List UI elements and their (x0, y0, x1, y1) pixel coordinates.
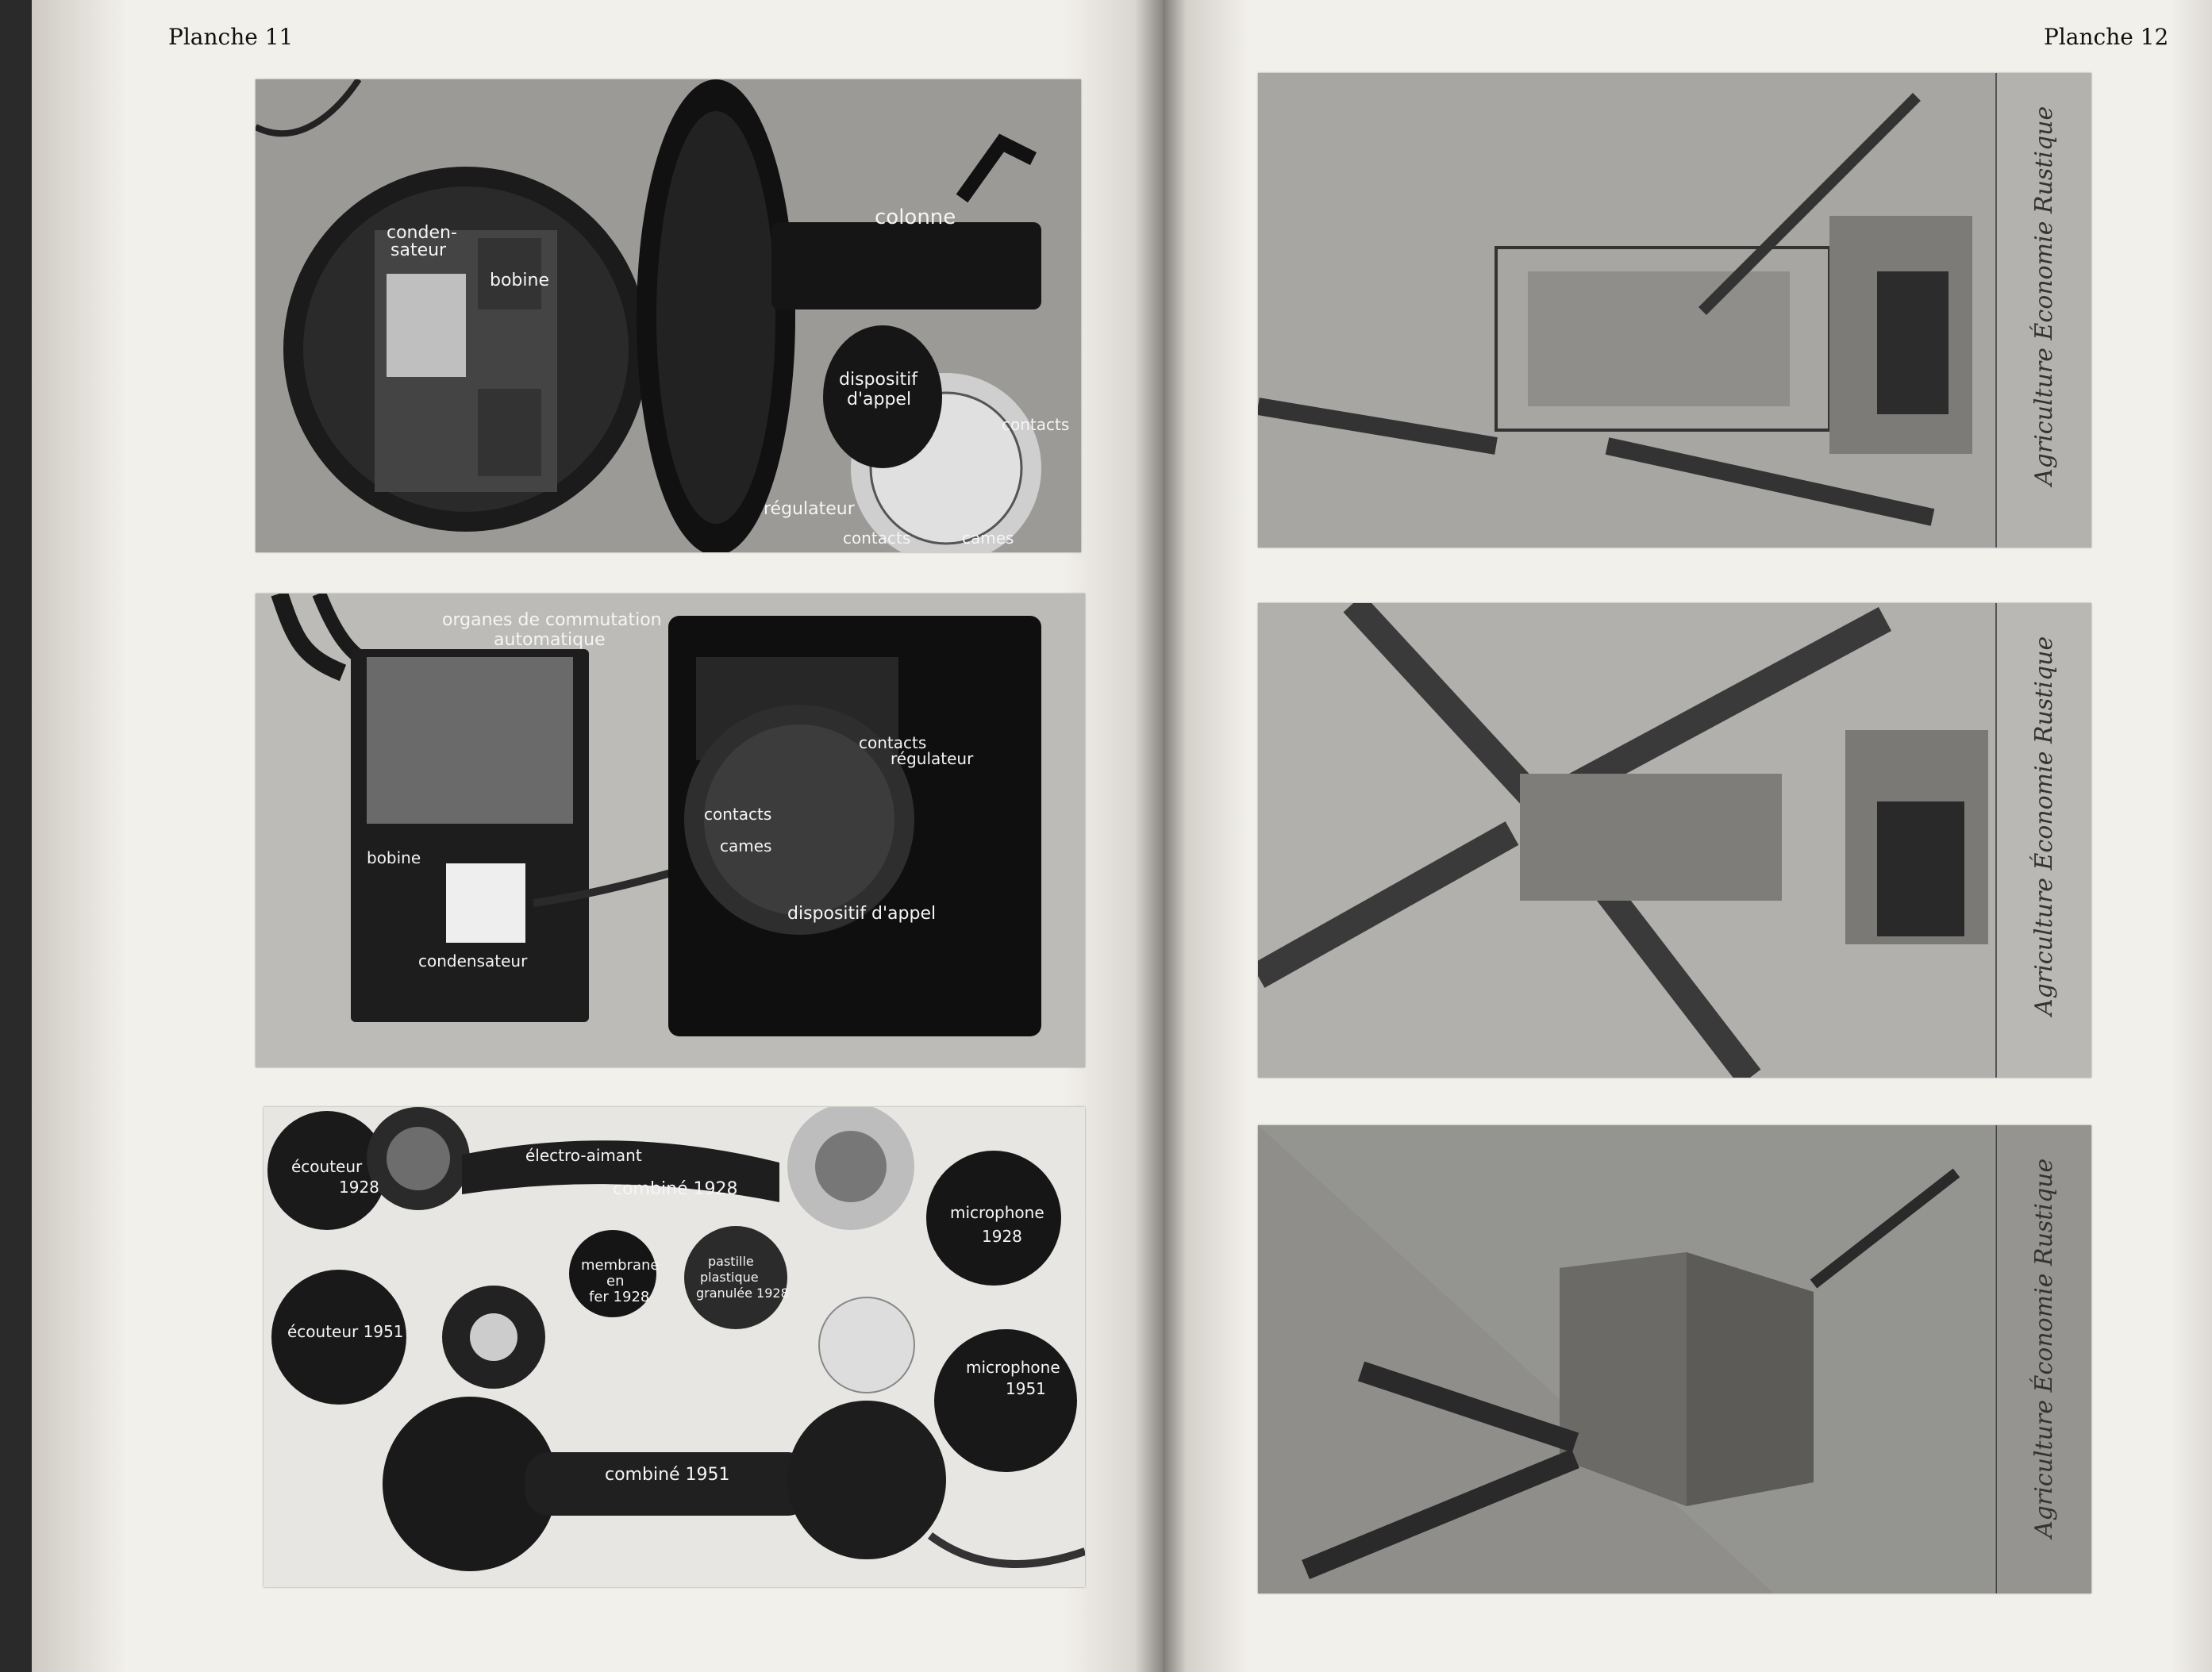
windmill-section-plate (1258, 73, 2091, 548)
label-condensateur-1: conden- (387, 223, 457, 243)
label-contacts-top: contacts (859, 733, 927, 752)
plate-label-right: Planche 12 (2044, 24, 2169, 50)
label-dispositif: dispositif (839, 370, 918, 390)
right-page (1163, 0, 2212, 1672)
label-plastique: plastique (700, 1270, 759, 1285)
label-regulateur-2: régulateur (891, 749, 974, 768)
label-bobine: bobine (490, 271, 549, 290)
label-contacts-2: contacts (843, 529, 911, 548)
label-condensateur: condensateur (418, 951, 528, 971)
label-ecouteur-1928: écouteur (291, 1157, 363, 1176)
label-dappel: d'appel (847, 390, 912, 409)
label-contacts: contacts (1002, 415, 1070, 434)
label-microphone-1928: microphone (950, 1203, 1044, 1222)
label-microphone-year: 1928 (982, 1227, 1022, 1246)
label-dispositif-appel: dispositif d'appel (787, 904, 937, 924)
telephone-box-photo (256, 594, 1085, 1067)
label-bobine-2: bobine (367, 848, 421, 867)
label-combine-1951: combiné 1951 (605, 1465, 730, 1485)
label-fer-1928: fer 1928 (589, 1289, 650, 1305)
label-organes-commutation: organes de commutation (442, 610, 662, 630)
label-regulateur: régulateur (764, 499, 855, 519)
windmill-landscape-plate (1258, 1125, 2091, 1593)
windmill-section-drawing (1258, 73, 2091, 548)
label-automatique: automatique (494, 630, 606, 650)
plate-caption-3: Agriculture Économie Rustique (2030, 1158, 2058, 1538)
plate-caption-2: Agriculture Économie Rustique (2030, 636, 2058, 1016)
label-contacts-left: contacts (704, 805, 772, 824)
windmill-elevation-drawing (1258, 603, 2091, 1078)
label-electro-aimant: électro-aimant (525, 1146, 642, 1165)
label-en: en (606, 1273, 625, 1290)
label-combine-1928: combiné 1928 (613, 1179, 738, 1199)
label-ecouteur-year: 1928 (339, 1178, 379, 1197)
label-colonne: colonne (875, 206, 956, 229)
windmill-landscape-drawing (1258, 1125, 2091, 1593)
windmill-elevation-plate (1258, 603, 2091, 1078)
label-cames: cames (962, 529, 1014, 548)
label-cames-2: cames (720, 836, 772, 855)
telephone-box-drawing (256, 594, 1085, 1067)
left-page (32, 0, 1163, 1672)
label-pastille: pastille (708, 1254, 754, 1269)
label-condensateur-2: sateur (390, 240, 447, 260)
label-microphone-1951: microphone (966, 1358, 1060, 1377)
label-microphone-1951-year: 1951 (1006, 1379, 1046, 1398)
label-membrane: membrane (581, 1257, 660, 1274)
handset-parts-photo (264, 1107, 1085, 1587)
handset-parts-drawing (264, 1107, 1085, 1587)
plate-caption-1: Agriculture Économie Rustique (2030, 106, 2058, 486)
label-granulee-1928: granulée 1928 (696, 1286, 789, 1301)
telephone-base-photo (256, 79, 1081, 552)
plate-label-left: Planche 11 (168, 24, 294, 50)
label-ecouteur-1951: écouteur 1951 (287, 1322, 404, 1341)
telephone-base-drawing (256, 79, 1081, 552)
